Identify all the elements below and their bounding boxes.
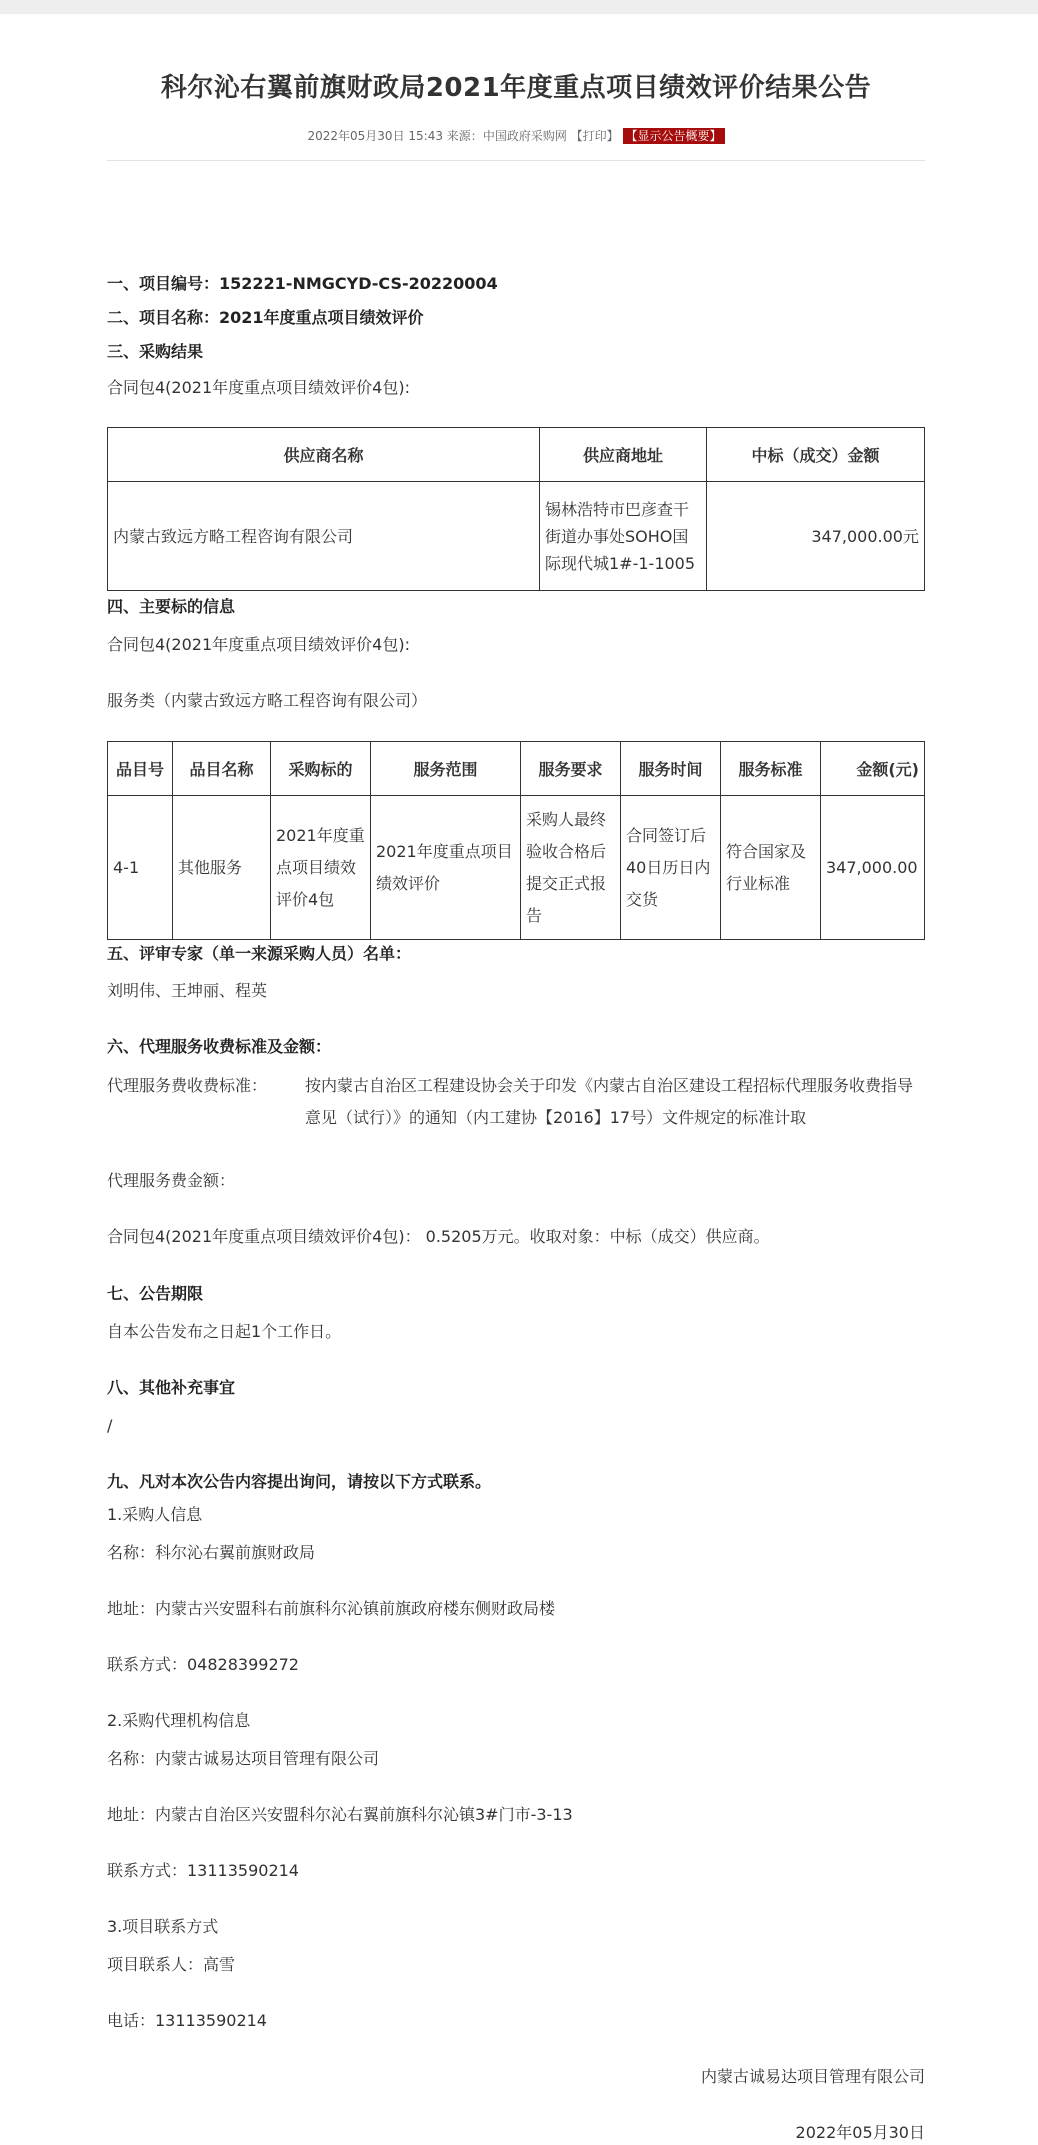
agency-address: 地址：内蒙古自治区兴安盟科尔沁右翼前旗科尔沁镇3#门市-3-13 bbox=[107, 1805, 573, 1824]
service-category: 服务类（内蒙古致远方略工程咨询有限公司） bbox=[107, 691, 428, 710]
section-heading-7: 七、公告期限 bbox=[107, 1284, 204, 1303]
contract-package-4: 合同包4(2021年度重点项目绩效评价4包): bbox=[107, 635, 410, 654]
publish-datetime: 2022年05月30日 15:43 bbox=[307, 129, 443, 143]
agency-contact: 联系方式：13113590214 bbox=[107, 1861, 299, 1880]
header-divider bbox=[107, 160, 925, 161]
signature-company: 内蒙古诚易达项目管理有限公司 bbox=[700, 2067, 925, 2086]
table-header: 供应商名称 bbox=[108, 428, 540, 482]
subject-info-table bbox=[107, 741, 925, 940]
section-project-number: 一、项目编号：152221-NMGCYD-CS-20220004 bbox=[107, 274, 498, 293]
award-amount-cell: 347,000.00元 bbox=[707, 482, 925, 591]
service-requirement-cell: 采购人最终验收合格后提交正式报告 bbox=[521, 796, 621, 940]
table-header: 服务标准 bbox=[721, 742, 821, 796]
source-name: 中国政府采购网 bbox=[482, 129, 567, 143]
section-project-name: 二、项目名称：2021年度重点项目绩效评价 bbox=[107, 308, 424, 327]
table-header: 服务时间 bbox=[621, 742, 721, 796]
buyer-contact: 联系方式：04828399272 bbox=[107, 1655, 299, 1674]
fee-amount-text: 合同包4(2021年度重点项目绩效评价4包)： 0.5205万元。收取对象：中标（成交）供应商。 bbox=[107, 1227, 770, 1246]
source-label: 来源： bbox=[446, 129, 483, 143]
table-header: 品目号 bbox=[108, 742, 173, 796]
supplier-address-cell: 锡林浩特市巴彦查干街道办事处SOHO国际现代城1#-1-1005 bbox=[540, 482, 707, 591]
table-header-row bbox=[108, 428, 925, 482]
buyer-name: 名称：科尔沁右翼前旗财政局 bbox=[107, 1543, 316, 1562]
item-name-cell: 其他服务 bbox=[173, 796, 271, 940]
project-contact-heading: 3.项目联系方式 bbox=[107, 1917, 219, 1936]
item-number-cell: 4-1 bbox=[108, 796, 173, 940]
service-scope-cell: 2021年度重点项目绩效评价 bbox=[371, 796, 521, 940]
table-header: 服务要求 bbox=[521, 742, 621, 796]
table-header: 金额(元) bbox=[821, 742, 925, 796]
table-header: 供应商地址 bbox=[540, 428, 707, 482]
table-header-row bbox=[108, 742, 925, 796]
section-heading-4: 四、主要标的信息 bbox=[107, 597, 236, 616]
agency-heading: 2.采购代理机构信息 bbox=[107, 1711, 251, 1730]
service-standard-cell: 符合国家及行业标准 bbox=[721, 796, 821, 940]
procurement-subject-cell: 2021年度重点项目绩效评价4包 bbox=[271, 796, 371, 940]
top-bar bbox=[0, 0, 1038, 14]
print-link[interactable]: 【打印】 bbox=[570, 129, 619, 143]
agency-name: 名称：内蒙古诚易达项目管理有限公司 bbox=[107, 1749, 380, 1768]
supplementary-text: / bbox=[107, 1416, 113, 1435]
table-header: 服务范围 bbox=[371, 742, 521, 796]
meta-line bbox=[107, 126, 925, 146]
project-contact-phone: 电话：13113590214 bbox=[107, 2011, 267, 2030]
notice-page bbox=[107, 69, 925, 2142]
table-header: 品目名称 bbox=[173, 742, 271, 796]
section-heading-8: 八、其他补充事宜 bbox=[107, 1378, 236, 1397]
service-time-cell: 合同签订后40日历日内交货 bbox=[621, 796, 721, 940]
section-heading-3: 三、采购结果 bbox=[107, 342, 204, 361]
fee-standard-label: 代理服务费收费标准： bbox=[107, 1076, 268, 1095]
page-title: 科尔沁右翼前旗财政局2021年度重点项目绩效评价结果公告 bbox=[160, 73, 872, 103]
table-header: 采购标的 bbox=[271, 742, 371, 796]
section-heading-6: 六、代理服务收费标准及金额： bbox=[107, 1037, 332, 1056]
show-overview-button[interactable]: 【显示公告概要】 bbox=[623, 128, 725, 144]
signature-date: 2022年05月30日 bbox=[795, 2123, 925, 2142]
fee-standard-text: 按内蒙古自治区工程建设协会关于印发《内蒙古自治区建设工程招标代理服务收费指导意见（试行）》的通知（内工建协【2016】17号）文件规定的标准计取 bbox=[305, 1076, 914, 1127]
section-heading-5: 五、评审专家（单一来源采购人员）名单： bbox=[107, 944, 412, 963]
table-row bbox=[108, 796, 925, 940]
notice-period-text: 自本公告发布之日起1个工作日。 bbox=[107, 1322, 342, 1341]
expert-names: 刘明伟、王坤丽、程英 bbox=[107, 981, 268, 1000]
procurement-result-table bbox=[107, 427, 925, 591]
table-header: 中标（成交）金额 bbox=[707, 428, 925, 482]
buyer-heading: 1.采购人信息 bbox=[107, 1505, 203, 1524]
section-heading-9: 九、凡对本次公告内容提出询问，请按以下方式联系。 bbox=[107, 1472, 492, 1491]
buyer-address: 地址：内蒙古兴安盟科右前旗科尔沁镇前旗政府楼东侧财政局楼 bbox=[107, 1599, 556, 1618]
project-contact-person: 项目联系人：高雪 bbox=[107, 1955, 236, 1974]
contract-package-3: 合同包4(2021年度重点项目绩效评价4包): bbox=[107, 378, 410, 397]
supplier-name-cell: 内蒙古致远方略工程咨询有限公司 bbox=[108, 482, 540, 591]
fee-amount-label: 代理服务费金额： bbox=[107, 1171, 236, 1190]
table-row bbox=[108, 482, 925, 591]
amount-cell: 347,000.00 bbox=[821, 796, 925, 940]
